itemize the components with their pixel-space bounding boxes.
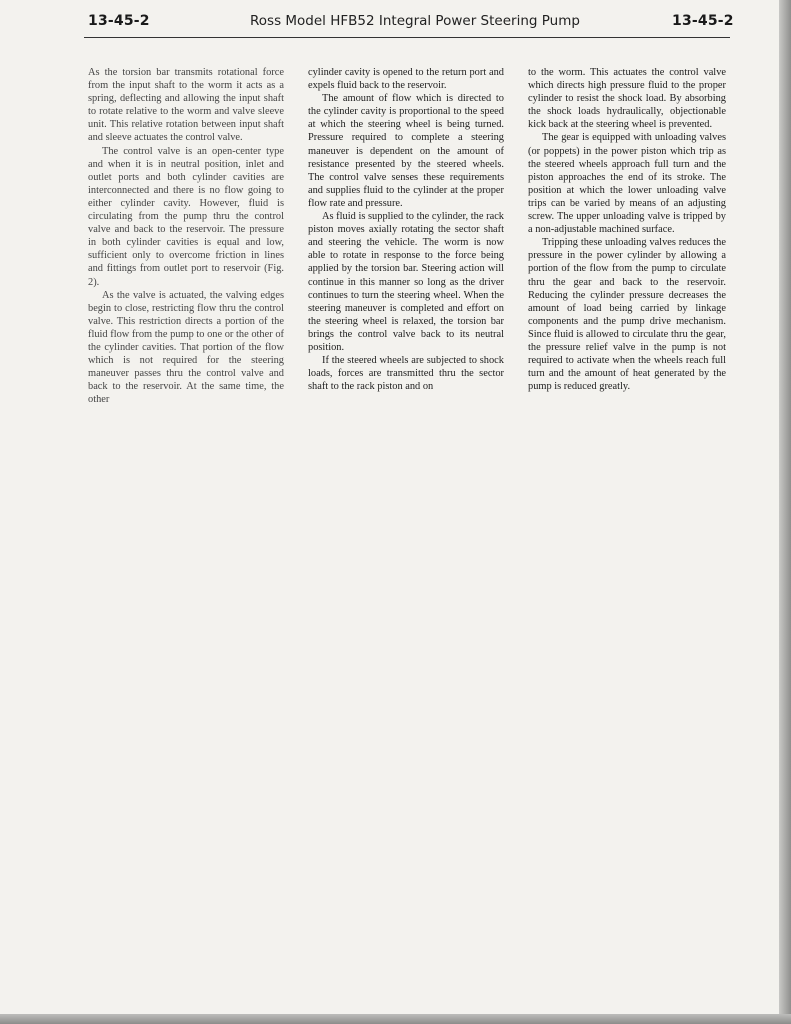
paragraph: As fluid is supplied to the cylinder, the rack piston moves axially rotating the sector shaft and steering the vehicle. The worm is now able to rotate in response to the force being applied by the torsion bar. Steering action will continue in this manner so long as the driver continues to turn the steering wheel. When the steering maneuver is completed and effort on the steering wheel is relaxed, the torsion bar brings the control valve back to its neutral position. — [308, 211, 504, 353]
paragraph: The control valve is an open-center type and when it is in neutral position, inlet and outlet ports and both cylinder cavities are interconnected and there is no flow going to either cylinder cavity. However, fluid is circulating from the pump thru the control valve and back to the reservoir. The pressure in both cylinder cavities is equal and low, sufficient only to overcome friction in lines and fittings from outlet port to reservoir (Fig. 2). — [88, 145, 284, 288]
paragraph: As the torsion bar transmits rotational force from the input shaft to the worm it acts as a spring, deflecting and allowing the input shaft to rotate relative to the worm and valve sleeve unit. This relative rotation between input shaft and sleeve actuates the control valve. — [88, 67, 284, 144]
text-column-right — [528, 66, 726, 393]
page-number-left: 13-45-2 — [88, 13, 150, 29]
paragraph: As the valve is actuated, the valving edges begin to close, restricting flow thru the control valve. This restriction directs a portion of the fluid flow from the pump to one or the other of the cylinder cavities. That portion of the flow which is not required for the steering maneuver passes thru the control valve and back to the reservoir. At the same time, the other — [88, 289, 284, 406]
paragraph: The gear is equipped with unloading valves (or poppets) in the power piston which trip as the steered wheels approach full turn and the piston approaches the end of its stroke. The position at which the lower unloading valve trips can be varied by means of an adjusting screw. The upper unloading valve is tripped by a non-adjustable machined surface. — [528, 132, 726, 236]
paragraph: If the steered wheels are subjected to shock loads, forces are transmitted thru the sector shaft to the rack piston and on — [308, 355, 504, 393]
text-column-middle — [308, 66, 504, 393]
text-column-left — [88, 66, 284, 406]
page-side-edge — [779, 0, 791, 1024]
header-rule — [84, 37, 730, 38]
paragraph: to the worm. This actuates the control valve which directs high pressure fluid to the proper cylinder to resist the shock load. By absorbing the shock loads hydraulically, objectionable kick back at the steering wheel is prevented. — [528, 67, 726, 131]
paragraph: Tripping these unloading valves reduces the pressure in the power cylinder by allowing a portion of the flow from the pump to circulate thru the gear and back to the reservoir. Reducing the cylinder pressure decreases the amount of load being carried by linkage components and the pump drive mechanism. Since fluid is allowed to circulate thru the gear, the pressure relief valve in the pump is not required to activate when the wheels reach full turn and the amount of heat generated by the pump is reduced greatly. — [528, 237, 726, 393]
page-number-right: 13-45-2 — [672, 13, 734, 29]
paragraph: cylinder cavity is opened to the return port and expels fluid back to the reservoir. — [308, 67, 504, 92]
page-header — [0, 0, 779, 40]
page-bottom-edge — [0, 1014, 791, 1024]
page-title: Ross Model HFB52 Integral Power Steering Pump — [250, 13, 580, 29]
paragraph: The amount of flow which is directed to the cylinder cavity is proportional to the speed at which the steering wheel is being turned. Pressure required to complete a steering maneuver is dependent on the amount of resistance presented by the steered wheels. The control valve senses these requirements and supplies fluid to the cylinder at the proper flow rate and pressure. — [308, 93, 504, 209]
